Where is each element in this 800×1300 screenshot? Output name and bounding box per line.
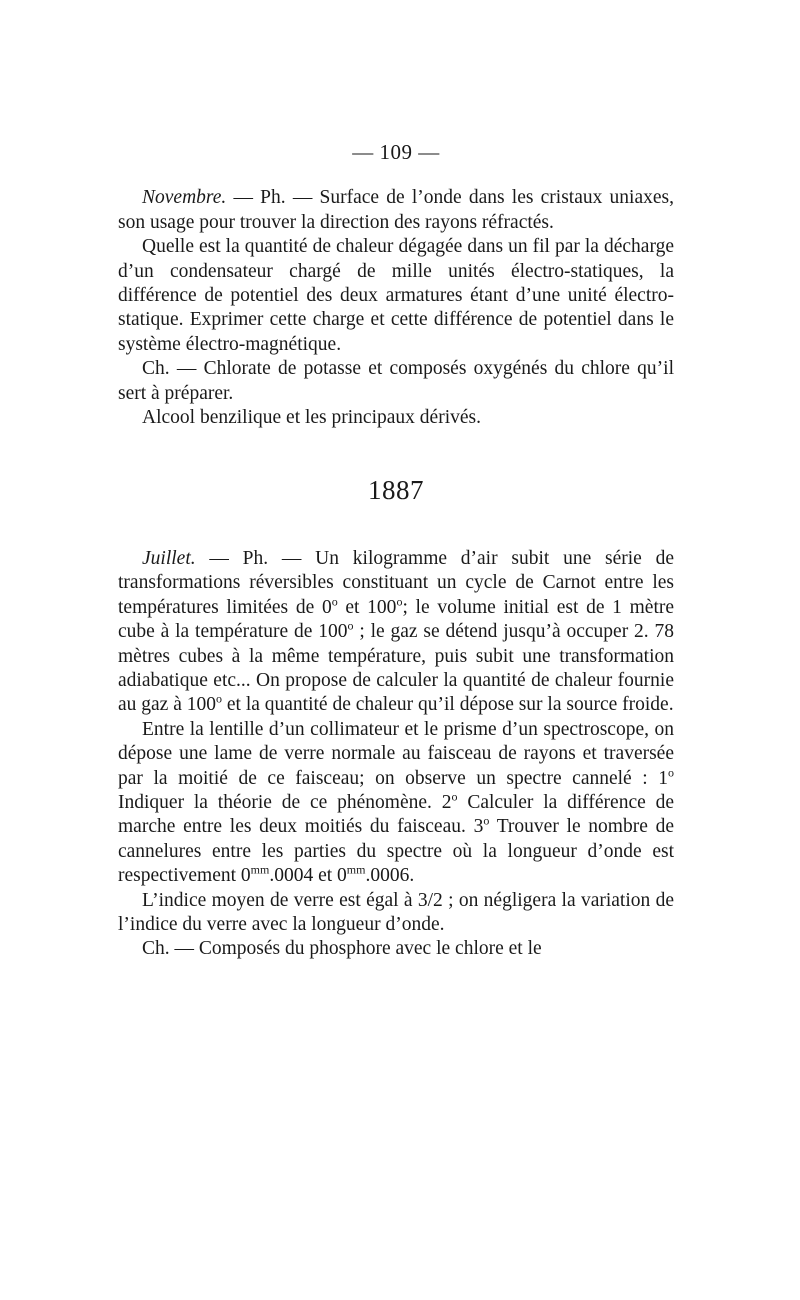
text-segment: et la quantité de chaleur qu’il dépose sur la source froide. xyxy=(222,694,674,716)
paragraph-chimie-chlorate: Ch. — Chlorate de potasse et composés oxygénés du chlore qu’il sert à préparer. xyxy=(118,358,674,404)
degree-sup: o xyxy=(331,594,338,609)
unit-sup: mm xyxy=(250,862,270,877)
ordinal-sup: o xyxy=(668,765,674,780)
text-segment: ; le gaz se détend jusqu’à occuper 2. 78 mètres cubes à la même température, puis subit une transformation adiabatique etc... On propose de calculer la quantité de chaleur fournie au gaz à 100 xyxy=(118,621,674,716)
paragraph-spectroscope xyxy=(118,718,674,889)
degree-sup: o xyxy=(347,618,354,633)
page-number: — 109 — xyxy=(352,140,440,164)
paragraph-text: — Ph. — Surface de l’onde dans les cristaux uniaxes, son usage pour trouver la direction des rayons réfractés. xyxy=(118,187,674,233)
paragraph-indice-verre: L’indice moyen de verre est égal à 3/2 ; on négligera la variation de l’indice du verre avec la longueur d’onde. xyxy=(118,889,674,935)
month-label-novembre: Novembre. xyxy=(142,187,227,209)
text-segment: .0006. xyxy=(365,865,415,887)
paragraph-chimie-phosphore: Ch. — Composés du phosphore avec le chlore et le xyxy=(142,938,542,960)
text-segment: .0004 et 0 xyxy=(269,865,347,887)
text-segment: — Ph. — Un kilogramme d’air subit une série de transformations réversibles constituant un cycle de Carnot entre les températures limitées de 0 xyxy=(118,547,674,618)
text-segment: Calculer la différence de marche entre les deux moitiés du faisceau. 3 xyxy=(118,791,674,838)
degree-sup: o xyxy=(396,594,403,609)
year-heading: 1887 xyxy=(368,475,424,506)
text-segment: Trouver le nombre de cannelures entre les parties du spectre où la longueur d’onde est respectivement 0 xyxy=(118,816,674,887)
ordinal-sup: o xyxy=(451,789,458,804)
degree-sup: o xyxy=(216,691,222,706)
ordinal-sup: o xyxy=(483,813,490,828)
text-segment: Entre la lentille d’un collimateur et le prisme d’un spectroscope, on dépose une lame de verre normale au faisceau de rayons et traversée par la moitié de ce faisceau; on observe un spectre cannelé : 1 xyxy=(118,718,674,789)
paragraph-alcool-benzilique: Alcool benzilique et les principaux dérivés. xyxy=(142,407,481,429)
document-page xyxy=(118,140,674,962)
text-segment: et 100 xyxy=(337,596,397,618)
paragraph-juillet-physique xyxy=(118,547,674,718)
text-segment: ; le volume initial est de 1 mètre cube à la température de 100 xyxy=(118,596,675,643)
paragraph-novembre-physique xyxy=(118,186,674,235)
month-label-juillet: Juillet. xyxy=(142,547,196,569)
text-segment: Indiquer la théorie de ce phénomène. 2 xyxy=(118,791,452,813)
unit-sup: mm xyxy=(346,862,366,877)
paragraph-condensateur: Quelle est la quantité de chaleur dégagée dans un fil par la décharge d’un condensateur chargé de mille unités électro-statiques, la différence de potentiel des deux armatures étant d’une unité électro-statique. Exprimer cette charge et cette différence de potentiel dans le système électro-magnétique. xyxy=(118,236,674,355)
